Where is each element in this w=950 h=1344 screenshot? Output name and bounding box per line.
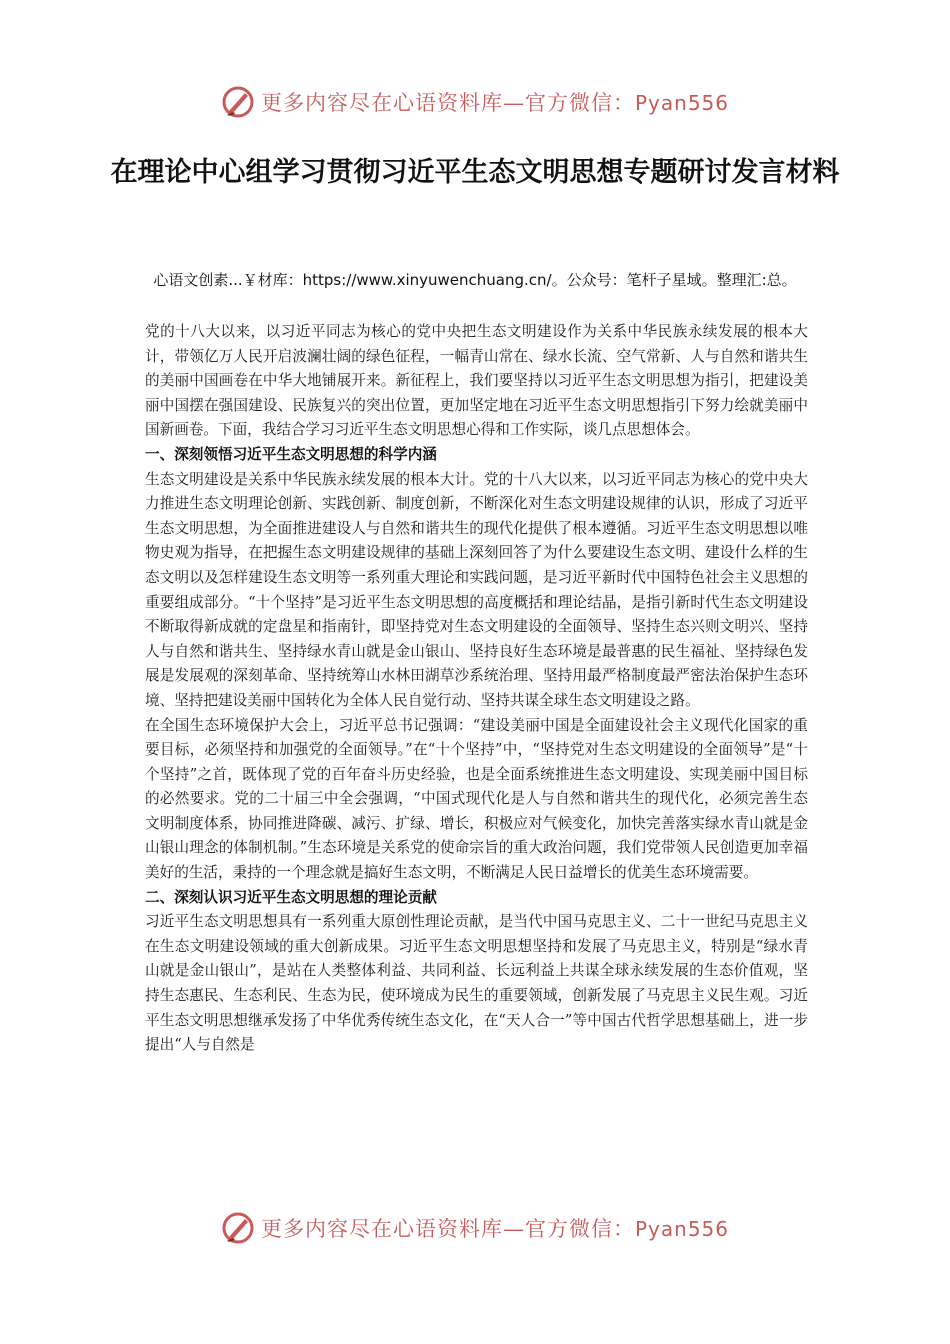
section-2-paragraph-1: 习近平生态文明思想具有一系列重大原创性理论贡献，是当代中国马克思主义、二十一世纪马克思主义在生态文明建设领域的重大创新成果。习近平生态文明思想坚持和发展了马克思主义，特别是“绿水青山就是金山银山”，是站在人类整体利益、共同利益、长远利益上共谋全球永续发展的生态价值观，坚持生态惠民、生态利民、生态为民，使环境成为民生的重要领域，创新发展了马克思主义民生观。习近平生态文明思想继承发扬了中华优秀传统生态文化，在“天人合一”等中国古代哲学思想基础上，进一步提出“人与自然是 — [145, 913, 808, 1054]
pen-circle-logo-icon — [221, 1211, 255, 1245]
section-heading-2: 二、深刻认识习近平生态文明思想的理论贡献 — [145, 888, 437, 906]
source-line: 心语文创素...￥材库：https://www.xinyuwenchuang.cn/。公众号：笔杆子星域。整理汇:总。 — [153, 271, 797, 289]
header-banner-text — [261, 87, 729, 117]
banner-official-label: 官方微信： — [524, 91, 635, 115]
intro-paragraph: 党的十八大以来，以习近平同志为核心的党中央把生态文明建设作为关系中华民族永续发展的根本大计，带领亿万人民开启波澜壮阔的绿色征程，一幅青山常在、绿水长流、空气常新、人与自然和谐共生的美丽中国画卷在中华大地铺展开来。新征程上，我们要坚持以习近平生态文明思想为指引，把建设美丽中国摆在强国建设、民族复兴的突出位置，更加坚定地在习近平生态文明思想指引下努力绘就美丽中国新画卷。下面，我结合学习习近平生态文明思想心得和工作实际，谈几点思想体会。 — [145, 323, 808, 439]
footer-banner-text — [261, 1213, 729, 1243]
banner-dash: — — [502, 91, 525, 115]
pen-circle-logo-icon — [221, 85, 255, 119]
section-heading-1: 一、深刻领悟习近平生态文明思想的科学内涵 — [145, 445, 437, 463]
section-1-paragraph-2: 在全国生态环境保护大会上，习近平总书记强调：“建设美丽中国是全面建设社会主义现代化国家的重要目标，必须坚持和加强党的全面领导。”在“十个坚持”中，“坚持党对生态文明建设的全面领导”是“十个坚持”之首，既体现了党的百年奋斗历史经验，也是全面系统推进生态文明建设、实现美丽中国目标的必然要求。党的二十届三中全会强调，“中国式现代化是人与自然和谐共生的现代化，必须完善生态文明制度体系，协同推进降碳、减污、扩绿、增长，积极应对气候变化，加快完善落实绿水青山就是金山银山理念的体制机制。”生态环境是关系党的使命宗旨的重大政治问题，我们党带领人民创造更加幸福美好的生活，秉持的一个理念就是搞好生态文明，不断满足人民日益增长的优美生态环境需要。 — [145, 716, 808, 882]
document-title: 在理论中心组学习贯彻习近平生态文明思想专题研讨发言材料 — [110, 157, 840, 188]
banner-wechat-id: Pyan556 — [634, 1217, 729, 1241]
header-banner — [0, 82, 950, 122]
banner-official-label: 官方微信： — [524, 1217, 635, 1241]
banner-slogan: 更多内容尽在心语资料库 — [260, 91, 503, 115]
banner-slogan: 更多内容尽在心语资料库 — [260, 1217, 503, 1241]
banner-dash: — — [502, 1217, 525, 1241]
banner-wechat-id: Pyan556 — [634, 91, 729, 115]
document-body — [145, 320, 808, 1058]
section-1-paragraph-1: 生态文明建设是关系中华民族永续发展的根本大计。党的十八大以来，以习近平同志为核心的党中央大力推进生态文明理论创新、实践创新、制度创新，不断深化对生态文明建设规律的认识，形成了习近平生态文明思想，为全面推进建设人与自然和谐共生的现代化提供了根本遵循。习近平生态文明思想以唯物史观为指导，在把握生态文明建设规律的基础上深刻回答了为什么要建设生态文明、建设什么样的生态文明以及怎样建设生态文明等一系列重大理论和实践问题，是习近平新时代中国特色社会主义思想的重要组成部分。“十个坚持”是习近平生态文明思想的高度概括和理论结晶，是指引新时代生态文明建设不断取得新成就的定盘星和指南针，即坚持党对生态文明建设的全面领导、坚持生态兴则文明兴、坚持人与自然和谐共生、坚持绿水青山就是金山银山、坚持良好生态环境是最普惠的民生福祉、坚持绿色发展是发展观的深刻革命、坚持统筹山水林田湖草沙系统治理、坚持用最严格制度最严密法治保护生态环境、坚持把建设美丽中国转化为全体人民自觉行动、坚持共谋全球生态文明建设之路。 — [145, 470, 808, 709]
footer-banner — [0, 1208, 950, 1248]
